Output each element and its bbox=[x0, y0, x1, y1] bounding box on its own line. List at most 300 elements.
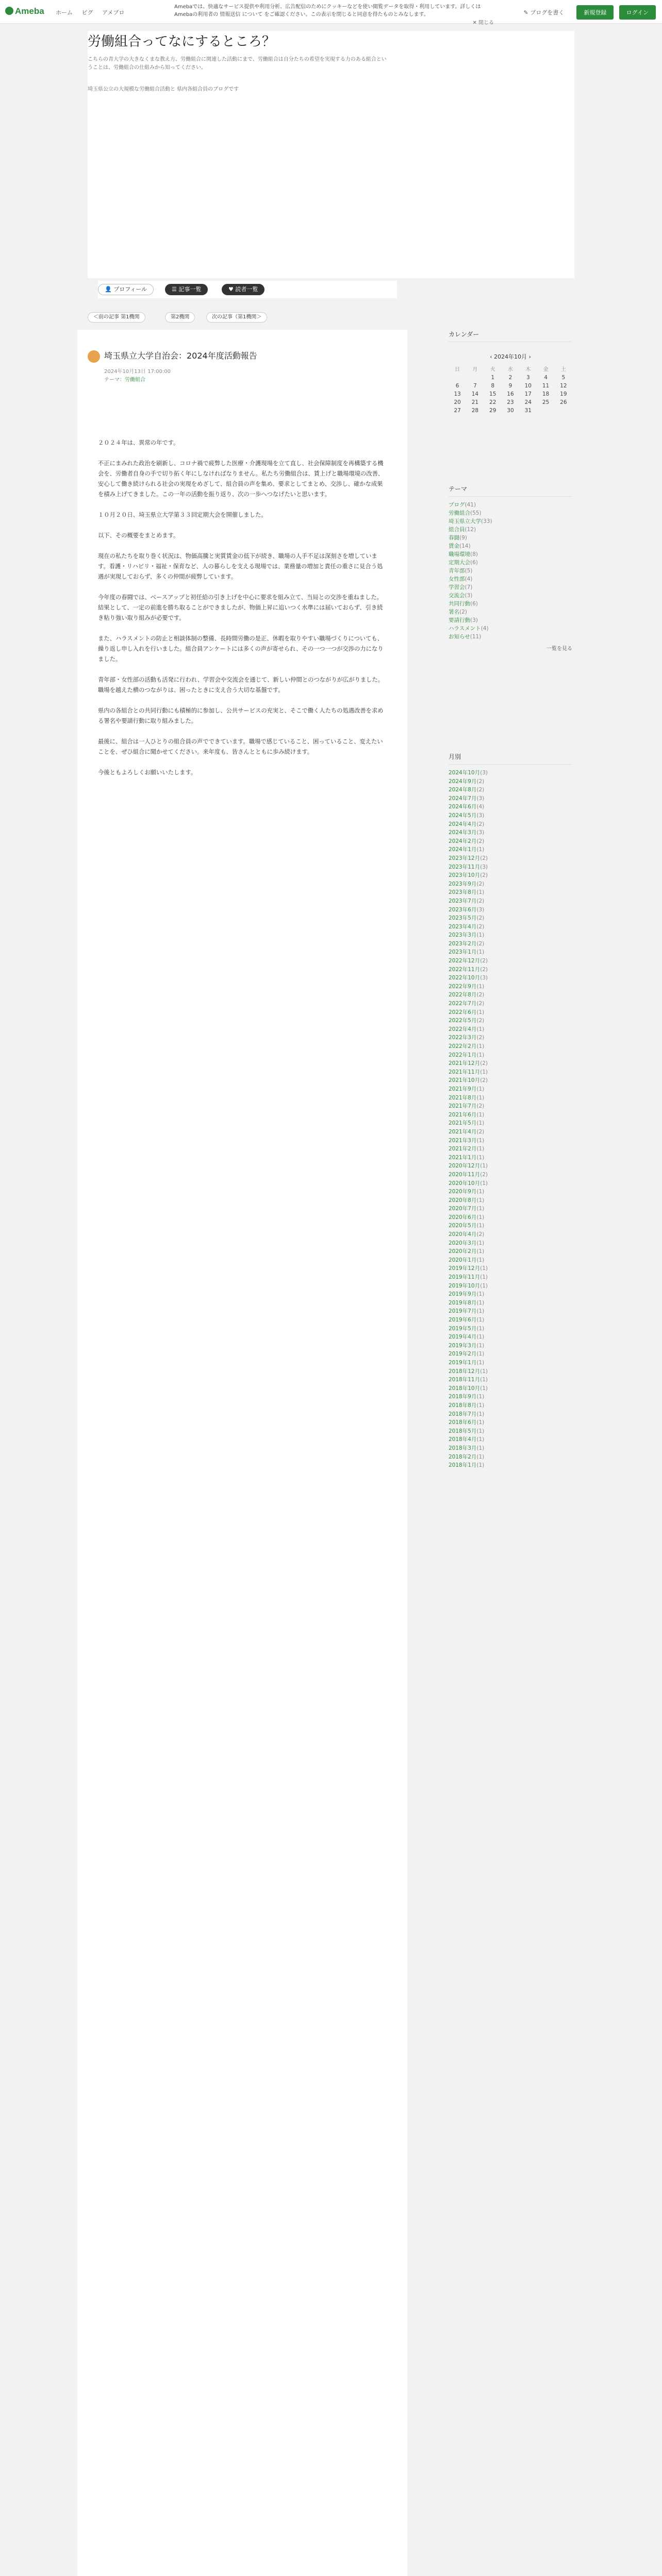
archive-item[interactable] bbox=[449, 923, 572, 931]
theme-name: 定期大会 bbox=[449, 560, 470, 566]
calendar-day[interactable]: 31 bbox=[524, 408, 532, 414]
theme-item[interactable] bbox=[449, 534, 572, 542]
calendar-weekday: 木 bbox=[525, 367, 531, 372]
archive-heading: 月別 bbox=[449, 752, 572, 765]
blog-subdescription: 埼玉県公立の大規模な労働組合活動と 県内各組合員のブログです bbox=[88, 87, 239, 92]
archive-item[interactable] bbox=[449, 1025, 572, 1034]
article-title[interactable]: 埼玉県立大学自治会：2024年度活動報告 bbox=[104, 351, 257, 361]
readers-button[interactable]: ♥ 読者一覧 bbox=[222, 284, 264, 295]
cookie-notice-text: Amebaでは、快適なサービス提供や利用分析、広告配信のためにクッキーなどを使い閲覧データを取得・利用しています。詳しくは Amebaの利用者の 情報送信 について をご確認ください。この表示を閉じると同意を得たものとみなします。 bbox=[174, 4, 481, 18]
theme-list bbox=[449, 484, 572, 652]
article-paragraph: 県内の各組合との共同行動にも積極的に参加し、公共サービスの充実と、そこで働く人たちの処遇改善を求める署名や要請行動に取り組みました。 bbox=[98, 707, 384, 724]
archive-count: (1) bbox=[476, 889, 485, 896]
theme-item[interactable] bbox=[449, 501, 572, 509]
theme-more-link[interactable]: 一覧を見る bbox=[547, 646, 572, 652]
theme-name: 交流会 bbox=[449, 592, 465, 599]
calendar-day[interactable]: 6 bbox=[455, 383, 459, 389]
theme-item[interactable] bbox=[449, 567, 572, 575]
calendar-day[interactable]: 21 bbox=[471, 399, 479, 405]
calendar-day[interactable]: 14 bbox=[471, 391, 479, 397]
calendar-day[interactable]: 2 bbox=[508, 375, 512, 381]
calendar-day[interactable]: 26 bbox=[560, 399, 567, 405]
theme-name: お知らせ bbox=[449, 634, 470, 640]
archive-count: (1) bbox=[476, 1248, 485, 1255]
archive-count: (2) bbox=[480, 966, 488, 973]
archive-item[interactable] bbox=[449, 897, 572, 906]
theme-count: (8) bbox=[470, 551, 478, 557]
archive-item[interactable] bbox=[449, 820, 572, 829]
theme-name: ブログ bbox=[449, 502, 465, 508]
archive-count: (1) bbox=[476, 1026, 485, 1032]
archive-item[interactable] bbox=[449, 999, 572, 1008]
archive-item[interactable] bbox=[449, 1350, 572, 1359]
theme-item[interactable] bbox=[449, 517, 572, 526]
archive-item[interactable] bbox=[449, 1059, 572, 1068]
archive-count: (1) bbox=[480, 1368, 488, 1375]
archive-item[interactable] bbox=[449, 1427, 572, 1436]
archive-month: 2022年7月 bbox=[449, 1001, 477, 1007]
archive-item[interactable] bbox=[449, 1333, 572, 1342]
archive-item[interactable] bbox=[449, 1222, 572, 1230]
archive-item[interactable] bbox=[449, 1119, 572, 1128]
archive-count: (1) bbox=[476, 1043, 485, 1049]
calendar-day[interactable]: 25 bbox=[542, 399, 550, 405]
calendar-day[interactable]: 7 bbox=[473, 383, 477, 389]
archive-item[interactable] bbox=[449, 974, 572, 982]
theme-item[interactable] bbox=[449, 600, 572, 608]
archive-item[interactable] bbox=[449, 1299, 572, 1308]
archive-item[interactable] bbox=[449, 1042, 572, 1051]
archive-count: (1) bbox=[476, 1436, 485, 1443]
archive-month: 2019年2月 bbox=[449, 1351, 477, 1358]
theme-count: (4) bbox=[465, 576, 473, 582]
archive-item[interactable] bbox=[449, 1179, 572, 1188]
archive-count: (1) bbox=[476, 1009, 485, 1015]
calendar-day[interactable]: 13 bbox=[454, 391, 461, 397]
calendar-day[interactable]: 10 bbox=[524, 383, 532, 389]
calendar-day[interactable]: 4 bbox=[544, 375, 548, 381]
archive-item[interactable] bbox=[449, 1171, 572, 1179]
theme-item[interactable] bbox=[449, 591, 572, 600]
theme-item[interactable] bbox=[449, 558, 572, 567]
theme-item[interactable] bbox=[449, 624, 572, 633]
archive-count: (1) bbox=[476, 1334, 485, 1341]
theme-name: 春闘 bbox=[449, 535, 459, 541]
archive-item[interactable] bbox=[449, 965, 572, 974]
calendar-day[interactable]: 19 bbox=[560, 391, 567, 397]
archive-month: 2018年6月 bbox=[449, 1419, 477, 1426]
archive-count: (3) bbox=[480, 975, 488, 981]
archive-count: (1) bbox=[476, 1351, 485, 1358]
ameba-logo[interactable] bbox=[5, 6, 44, 16]
theme-count: (14) bbox=[459, 543, 471, 549]
archive-item[interactable] bbox=[449, 888, 572, 897]
archive-item[interactable] bbox=[449, 1247, 572, 1256]
calendar-day bbox=[466, 375, 484, 381]
calendar-day[interactable]: 17 bbox=[524, 391, 532, 397]
archive-month: 2023年6月 bbox=[449, 906, 477, 913]
archive-item[interactable] bbox=[449, 1282, 572, 1291]
theme-item[interactable] bbox=[449, 542, 572, 550]
calendar-day[interactable]: 9 bbox=[508, 383, 512, 389]
archive-count: (1) bbox=[476, 1402, 485, 1409]
archive-month: 2020年1月 bbox=[449, 1257, 477, 1263]
archive-item[interactable] bbox=[449, 1094, 572, 1103]
theme-item[interactable] bbox=[449, 608, 572, 616]
archive-month: 2019年4月 bbox=[449, 1334, 477, 1341]
archive-item[interactable] bbox=[449, 1205, 572, 1213]
calendar-day[interactable]: 1 bbox=[491, 375, 495, 381]
archive-month: 2021年11月 bbox=[449, 1069, 481, 1075]
archive-item[interactable] bbox=[449, 1051, 572, 1060]
archive-count: (2) bbox=[476, 838, 485, 844]
archive-month: 2020年2月 bbox=[449, 1248, 477, 1255]
archive-month: 2023年10月 bbox=[449, 872, 481, 879]
theme-item[interactable] bbox=[449, 583, 572, 591]
archive-month: 2021年10月 bbox=[449, 1077, 481, 1084]
archive-item[interactable] bbox=[449, 1376, 572, 1384]
archive-month: 2021年7月 bbox=[449, 1103, 477, 1110]
calendar-day[interactable]: 22 bbox=[489, 399, 496, 405]
archive-month: 2020年12月 bbox=[449, 1163, 481, 1170]
archive-count: (2) bbox=[480, 872, 488, 879]
archive-item[interactable] bbox=[449, 1076, 572, 1085]
calendar-day[interactable]: 15 bbox=[489, 391, 496, 397]
archive-item[interactable] bbox=[449, 1316, 572, 1325]
theme-count: (7) bbox=[465, 584, 473, 590]
archive-item[interactable] bbox=[449, 1188, 572, 1196]
archive-month: 2022年6月 bbox=[449, 1009, 477, 1015]
theme-item[interactable] bbox=[449, 550, 572, 558]
archive-item[interactable] bbox=[449, 1273, 572, 1282]
archive-item[interactable] bbox=[449, 914, 572, 923]
archive-count: (1) bbox=[476, 1240, 485, 1246]
archive-month: 2019年1月 bbox=[449, 1359, 477, 1366]
archive-item[interactable] bbox=[449, 1162, 572, 1171]
archive-count: (2) bbox=[480, 958, 488, 964]
blog-title[interactable]: 労働組合ってなにするところ？ bbox=[88, 34, 276, 49]
profile-button[interactable]: 👤 プロフィール bbox=[98, 284, 154, 295]
archive-month: 2018年2月 bbox=[449, 1453, 477, 1460]
archive-item[interactable] bbox=[449, 1008, 572, 1017]
archive-count: (1) bbox=[476, 1223, 485, 1229]
archive-item[interactable] bbox=[449, 1085, 572, 1094]
archive-count: (1) bbox=[476, 1146, 485, 1153]
article-nav bbox=[88, 309, 387, 326]
calendar-day[interactable]: 24 bbox=[524, 399, 532, 405]
theme-item[interactable] bbox=[449, 526, 572, 534]
calendar-day[interactable]: 18 bbox=[542, 391, 550, 397]
theme-count: (41) bbox=[465, 502, 476, 508]
archive-month: 2020年3月 bbox=[449, 1240, 477, 1246]
archive-count: (2) bbox=[476, 1128, 485, 1135]
archive-item[interactable] bbox=[449, 1196, 572, 1205]
theme-item[interactable] bbox=[449, 633, 572, 641]
archive-item[interactable] bbox=[449, 1367, 572, 1376]
archive-count: (1) bbox=[476, 1342, 485, 1349]
archive-count: (2) bbox=[476, 940, 485, 947]
archive-month: 2023年8月 bbox=[449, 889, 477, 896]
theme-count: (2) bbox=[459, 609, 467, 615]
theme-name: 労働組合 bbox=[449, 510, 470, 516]
archive-count: (1) bbox=[476, 1308, 485, 1315]
theme-count: (6) bbox=[470, 601, 478, 607]
archive-month: 2018年10月 bbox=[449, 1385, 481, 1392]
theme-item[interactable] bbox=[449, 616, 572, 624]
archive-month: 2020年4月 bbox=[449, 1231, 477, 1238]
archive-item[interactable] bbox=[449, 1068, 572, 1077]
archive-month: 2019年12月 bbox=[449, 1265, 481, 1272]
archive-count: (1) bbox=[476, 1462, 485, 1469]
archive-count: (1) bbox=[476, 1359, 485, 1366]
archive-item[interactable] bbox=[449, 1410, 572, 1419]
archive-month: 2022年11月 bbox=[449, 966, 481, 973]
archive-item[interactable] bbox=[449, 1128, 572, 1137]
archive-month: 2019年9月 bbox=[449, 1291, 477, 1298]
archive-count: (1) bbox=[476, 1214, 485, 1221]
archive-count: (2) bbox=[476, 1001, 485, 1007]
archive-item[interactable] bbox=[449, 1325, 572, 1333]
archive-month: 2021年6月 bbox=[449, 1111, 477, 1118]
article-paragraph: 最後に、組合は一人ひとりの組合員の声でできています。職場で感じていること、困っていること、変えたいことを、ぜひ組合に聞かせてください。来年度も、皆さんとともに歩み続けます。 bbox=[98, 738, 383, 755]
article-body bbox=[98, 438, 387, 788]
archive-count: (1) bbox=[480, 1274, 488, 1281]
theme-item[interactable] bbox=[449, 575, 572, 583]
archive-month: 2024年2月 bbox=[449, 838, 477, 844]
archive-item[interactable] bbox=[449, 1342, 572, 1350]
cookie-notice-close[interactable]: ✕ 閉じる bbox=[472, 20, 494, 26]
archive-item[interactable] bbox=[449, 948, 572, 957]
archive-month: 2022年5月 bbox=[449, 1018, 477, 1024]
archive-item[interactable] bbox=[449, 1256, 572, 1265]
archive-item[interactable] bbox=[449, 828, 572, 837]
nav-ameblo[interactable]: アメブロ bbox=[102, 9, 125, 16]
archive-item[interactable] bbox=[449, 1137, 572, 1145]
archive-item[interactable] bbox=[449, 1239, 572, 1248]
archive-item[interactable] bbox=[449, 1461, 572, 1470]
archive-item[interactable] bbox=[449, 940, 572, 948]
archive-month: 2019年10月 bbox=[449, 1282, 481, 1289]
calendar-day bbox=[555, 408, 572, 414]
archive-count: (1) bbox=[476, 1453, 485, 1460]
archive-month: 2021年1月 bbox=[449, 1154, 477, 1161]
archive-item[interactable] bbox=[449, 1453, 572, 1462]
calendar-day[interactable]: 30 bbox=[507, 408, 514, 414]
archive-month: 2021年8月 bbox=[449, 1094, 477, 1101]
theme-name: 共同行動 bbox=[449, 601, 470, 607]
calendar-day[interactable]: 12 bbox=[560, 383, 567, 389]
calendar-day bbox=[449, 375, 466, 381]
calendar-grid bbox=[449, 365, 572, 414]
theme-count: (11) bbox=[470, 634, 482, 640]
archive-count: (1) bbox=[476, 846, 485, 853]
archive-item[interactable] bbox=[449, 803, 572, 811]
theme-name: 要請行動 bbox=[449, 617, 470, 623]
archive-count: (2) bbox=[480, 855, 488, 861]
article-paragraph: 青年部・女性部の活動も活発に行われ、学習会や交流会を通じて、新しい仲間とのつながりが広がりました。職場を越えた横のつながりは、困ったときに支え合う大切な基盤です。 bbox=[98, 676, 384, 693]
article-paragraph: 不正にまみれた政治を刷新し、コロナ禍で疲弊した医療・介護現場を立て直し、社会保障制度を再構築する機会を、労働者自身の手で切り拓く年にしなければなりません。私たち労働組合は、賃上げと職場環境の改善、安心して働き続けられる社会の実現をめざして、組合員の声を集め、要求としてまとめ、交渉し、確かな成果を積み上げてきました。この一年の活動を振り返り、次の一歩へつなげたいと思います。 bbox=[98, 460, 384, 498]
archive-count: (3) bbox=[476, 829, 485, 836]
archive-item[interactable] bbox=[449, 1401, 572, 1410]
archive-item[interactable] bbox=[449, 1033, 572, 1042]
archive-count: (2) bbox=[476, 897, 485, 904]
archive-count: (3) bbox=[476, 906, 485, 913]
archive-month: 2024年10月 bbox=[449, 770, 481, 776]
archive-item[interactable] bbox=[449, 1418, 572, 1427]
calendar-month: ‹ 2024年10月 › bbox=[490, 353, 531, 360]
author-avatar[interactable] bbox=[88, 350, 100, 363]
archive-item[interactable] bbox=[449, 1111, 572, 1120]
article-paragraph: １０月２０日、埼玉県立大学第３３回定期大会を開催しました。 bbox=[98, 512, 267, 518]
archive-item[interactable] bbox=[449, 769, 572, 777]
calendar-day[interactable]: 20 bbox=[454, 399, 461, 405]
archive-month: 2023年3月 bbox=[449, 932, 477, 939]
archive-item[interactable] bbox=[449, 1384, 572, 1393]
archive-item[interactable] bbox=[449, 777, 572, 786]
archive-item[interactable] bbox=[449, 1102, 572, 1111]
archive-month: 2020年8月 bbox=[449, 1197, 477, 1204]
article-paragraph: 今後ともよろしくお願いいたします。 bbox=[98, 769, 197, 776]
archive-month: 2023年7月 bbox=[449, 897, 477, 904]
archive-item[interactable] bbox=[449, 1290, 572, 1299]
archive-item[interactable] bbox=[449, 880, 572, 889]
archive-item[interactable] bbox=[449, 957, 572, 965]
theme-name: 埼玉県立大学 bbox=[449, 518, 481, 524]
archive-item[interactable] bbox=[449, 1016, 572, 1025]
theme-count: (3) bbox=[465, 592, 473, 599]
archive-count: (1) bbox=[480, 1282, 488, 1289]
archive-count: (1) bbox=[476, 1094, 485, 1101]
archive-item[interactable] bbox=[449, 1230, 572, 1239]
archive-count: (2) bbox=[476, 915, 485, 922]
archive-item[interactable] bbox=[449, 1145, 572, 1154]
archive-item[interactable] bbox=[449, 786, 572, 794]
archive-item[interactable] bbox=[449, 1359, 572, 1367]
calendar-day[interactable]: 5 bbox=[561, 375, 566, 381]
archive-item[interactable] bbox=[449, 811, 572, 820]
calendar-day[interactable]: 29 bbox=[489, 408, 496, 414]
archive-count: (1) bbox=[476, 1086, 485, 1092]
archive-count: (1) bbox=[476, 1120, 485, 1127]
next-article-tab[interactable]: 次の記事（第1機関＞ bbox=[206, 312, 267, 323]
archive-count: (2) bbox=[476, 1018, 485, 1024]
archive-item[interactable] bbox=[449, 906, 572, 914]
archive-count: (1) bbox=[480, 1377, 488, 1383]
write-blog-link[interactable]: ✎ ブログを書く bbox=[523, 9, 565, 16]
calendar-heading: カレンダー bbox=[449, 330, 572, 342]
archive-month: 2023年4月 bbox=[449, 923, 477, 930]
archive-count: (1) bbox=[476, 1189, 485, 1195]
archive-count: (2) bbox=[476, 880, 485, 887]
archive-count: (2) bbox=[476, 787, 485, 793]
archive-month: 2023年9月 bbox=[449, 880, 477, 887]
archive-item[interactable] bbox=[449, 863, 572, 872]
theme-heading: テーマ bbox=[449, 484, 572, 497]
archive-item[interactable] bbox=[449, 1435, 572, 1444]
archive-item[interactable] bbox=[449, 854, 572, 863]
archive-count: (3) bbox=[476, 795, 485, 802]
theme-count: (33) bbox=[481, 518, 492, 524]
calendar-day[interactable]: 16 bbox=[507, 391, 514, 397]
archive-month: 2019年11月 bbox=[449, 1274, 481, 1281]
calendar-day[interactable]: 11 bbox=[542, 383, 550, 389]
calendar-weekday: 日 bbox=[455, 367, 460, 372]
archive-count: (1) bbox=[476, 932, 485, 939]
archive-item[interactable] bbox=[449, 1213, 572, 1222]
articles-button[interactable]: ☰ 記事一覧 bbox=[165, 284, 208, 295]
theme-name: 署名 bbox=[449, 609, 459, 615]
calendar-day[interactable]: 23 bbox=[507, 399, 514, 405]
archive-item[interactable] bbox=[449, 1444, 572, 1453]
archive-month: 2021年4月 bbox=[449, 1128, 477, 1135]
archive-item[interactable] bbox=[449, 871, 572, 880]
article-theme[interactable]: テーマ：労働組合 bbox=[104, 377, 145, 383]
theme-count: (55) bbox=[470, 510, 482, 516]
archive-count: (2) bbox=[480, 1077, 488, 1084]
archive-item[interactable] bbox=[449, 794, 572, 803]
archive-item[interactable] bbox=[449, 1307, 572, 1316]
calendar-day[interactable]: 28 bbox=[471, 408, 479, 414]
archive-item[interactable] bbox=[449, 991, 572, 999]
login-button[interactable]: ログイン bbox=[619, 5, 656, 20]
calendar-weekday: 火 bbox=[490, 367, 495, 372]
nav-pigg[interactable]: ピグ bbox=[81, 9, 93, 16]
nav-home[interactable]: ホーム bbox=[56, 9, 73, 16]
calendar-day[interactable]: 3 bbox=[526, 375, 530, 381]
archive-item[interactable] bbox=[449, 982, 572, 991]
prev-article-tab[interactable]: ＜前の記事 第1機関 bbox=[88, 312, 145, 323]
register-button[interactable]: 新規登録 bbox=[576, 5, 614, 20]
archive-count: (1) bbox=[480, 1069, 488, 1075]
archive-count: (2) bbox=[476, 821, 485, 827]
archive-month: 2024年8月 bbox=[449, 787, 477, 793]
archive-month: 2019年5月 bbox=[449, 1325, 477, 1332]
calendar-day[interactable]: 8 bbox=[491, 383, 495, 389]
archive-count: (1) bbox=[476, 1428, 485, 1434]
archive-count: (3) bbox=[480, 770, 488, 776]
mid-article-tab[interactable]: 第2機関 bbox=[165, 312, 195, 323]
archive-count: (1) bbox=[476, 1257, 485, 1263]
archive-item[interactable] bbox=[449, 1154, 572, 1162]
article bbox=[77, 330, 407, 2576]
theme-name: 青年部 bbox=[449, 568, 465, 574]
calendar bbox=[449, 330, 572, 464]
archive-month: 2020年11月 bbox=[449, 1171, 481, 1178]
calendar-day[interactable]: 27 bbox=[454, 408, 461, 414]
archive-count: (2) bbox=[480, 1171, 488, 1178]
archive-item[interactable] bbox=[449, 1264, 572, 1273]
archive-count: (1) bbox=[480, 1180, 488, 1187]
archive-item[interactable] bbox=[449, 837, 572, 846]
archive-month: 2021年12月 bbox=[449, 1060, 481, 1067]
archive-item[interactable] bbox=[449, 845, 572, 854]
archive-month: 2020年6月 bbox=[449, 1214, 477, 1221]
archive-count: (1) bbox=[476, 1299, 485, 1306]
archive-month: 2018年4月 bbox=[449, 1436, 477, 1443]
archive-month: 2021年5月 bbox=[449, 1120, 477, 1127]
archive-month: 2021年9月 bbox=[449, 1086, 477, 1092]
archive-month: 2021年2月 bbox=[449, 1146, 477, 1153]
archive-item[interactable] bbox=[449, 931, 572, 940]
archive-count: (2) bbox=[476, 778, 485, 785]
blog-description: こちらの青大学の大きなくまな教え方、労働組合に関連した活動にまで、労働組合は自分たちの希望を実現する力のある組合ということは、労働組合の仕組みから知ってください。 bbox=[88, 57, 387, 71]
archive-item[interactable] bbox=[449, 1393, 572, 1401]
archive-month: 2022年9月 bbox=[449, 983, 477, 990]
theme-item[interactable] bbox=[449, 509, 572, 517]
article-paragraph: 以下、その概要をまとめます。 bbox=[98, 532, 179, 539]
archive-count: (2) bbox=[480, 1060, 488, 1067]
article-paragraph: ２０２４年は、異常の年です。 bbox=[98, 439, 179, 446]
